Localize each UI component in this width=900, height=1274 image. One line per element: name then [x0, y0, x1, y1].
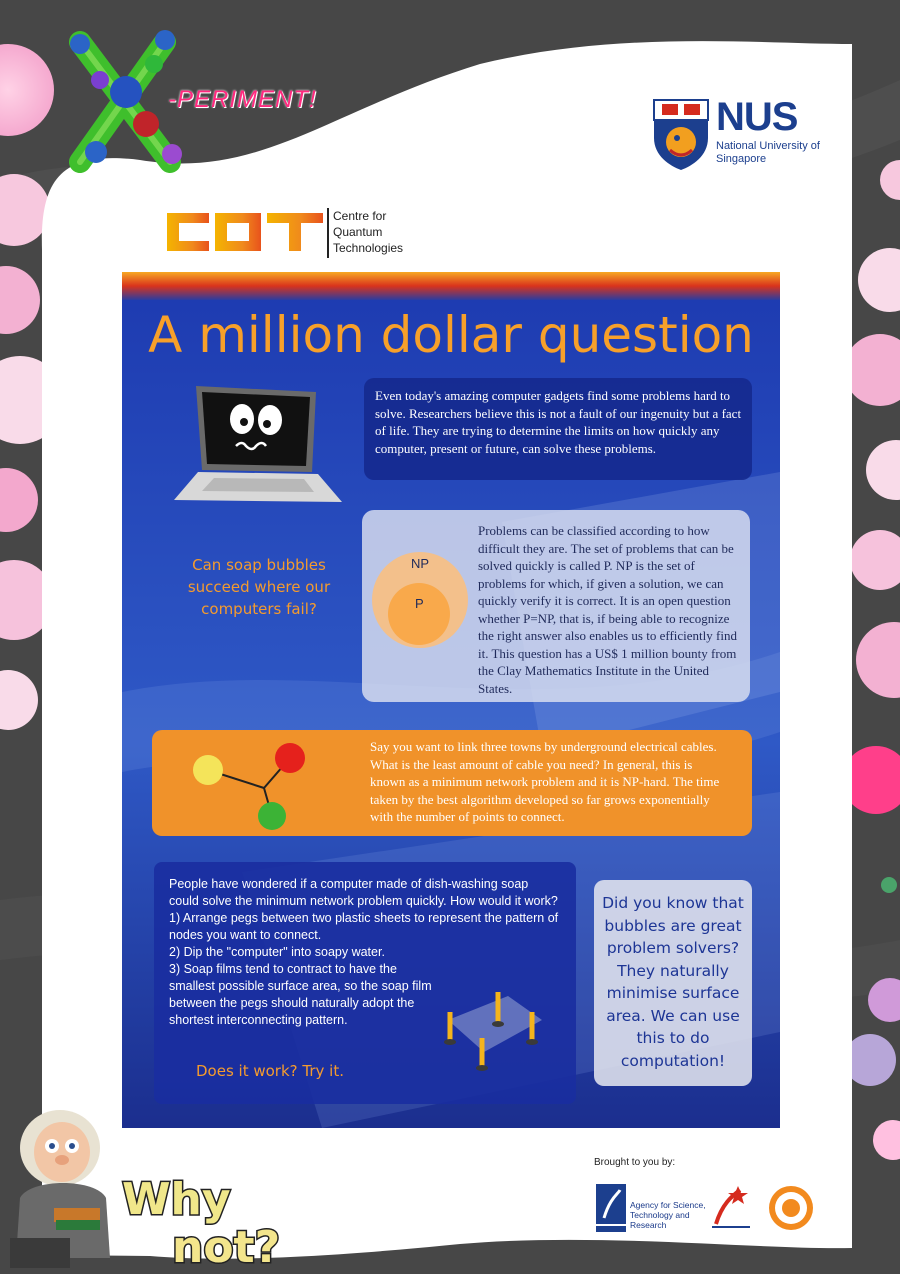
cqt-logo	[165, 209, 325, 255]
poster-title: A million dollar question	[148, 306, 754, 364]
cqt-line-3: Technologies	[333, 241, 404, 255]
laptop-face-icon	[174, 384, 344, 509]
svg-text:Why: Why	[122, 1174, 231, 1225]
soap-bubble-question: Can soap bubbles succeed where our computers fail?	[187, 556, 331, 618]
nus-full-name: National University of Singapore	[716, 140, 820, 165]
np-label: NP	[411, 556, 430, 571]
mascot-professor	[0, 1088, 130, 1274]
poster	[122, 272, 780, 1128]
did-you-know-text: Did you know that bubbles are great problem solvers? They naturally minimise surface area. We can use this to do computation!	[602, 894, 744, 1070]
nus-crest-icon	[652, 98, 710, 172]
three-node-network	[180, 736, 320, 830]
brought-to-you-label: Brought to you by:	[594, 1157, 676, 1168]
try-it-text: Does it work? Try it.	[196, 1062, 344, 1080]
nus-abbreviation: NUS	[716, 95, 798, 139]
soap-pegs-icon	[438, 980, 548, 1076]
astar-name: Agency for Science, Technology and Research	[630, 1200, 706, 1230]
soap-step-1: 1) Arrange pegs between two plastic sheets to represent the pattern of nodes you want to connect.	[169, 911, 559, 942]
p-set-circle	[388, 583, 450, 645]
why-not-logo	[118, 1170, 318, 1270]
soap-step-2: 2) Dip the "computer" into soapy water.	[169, 945, 385, 959]
astar-anniversary-logo-icon	[708, 1184, 754, 1234]
intro-text: Even today's amazing computer gadgets find some problems hard to solve. Researchers believe this is not a fault of our ingenuity but a fact of life. They are trying to determine the limits on how quickly any computer, present or future, can solve these problems.	[375, 388, 742, 456]
network-text: Say you want to link three towns by underground electrical cables. What is the least amount of cable you need? In general, this is known as a minimum network problem and it is NP-hard. The time taken by the best algorithm developed so far grows exponentially with the number of points to connect.	[370, 739, 720, 824]
x-periment-text: -PERIMENT!	[168, 86, 317, 113]
cqt-line-1: Centre for	[333, 209, 387, 223]
cqt-name	[333, 208, 423, 256]
science-centre-logo-icon	[760, 1182, 822, 1238]
p-np-text: Problems can be classified according to how difficult they are. The set of problems that can be solved quickly is called P. NP is the set of problems for which, if given a solution, we can quickly verify it is correct. It is an open question whether P=NP, that is, if being able to recognize the right answer also enables us to efficiently find it. This question has a US$ 1 million bounty from the Clay Mathematics Institute in the United States.	[478, 523, 737, 696]
cqt-line-2: Quantum	[333, 225, 383, 239]
soap-intro: People have wondered if a computer made of dish-washing soap could solve the minimum network problem quickly. How would it work?	[169, 877, 558, 908]
p-label: P	[415, 596, 424, 611]
cqt-divider	[327, 208, 329, 258]
soap-step-3: 3) Soap films tend to contract to have the smallest possible surface area, so the soap film between the pegs should naturally adopt the shortest interconnecting pattern.	[169, 962, 432, 1027]
astar-logo-icon	[596, 1184, 626, 1234]
svg-text:not?: not?	[172, 1222, 281, 1270]
